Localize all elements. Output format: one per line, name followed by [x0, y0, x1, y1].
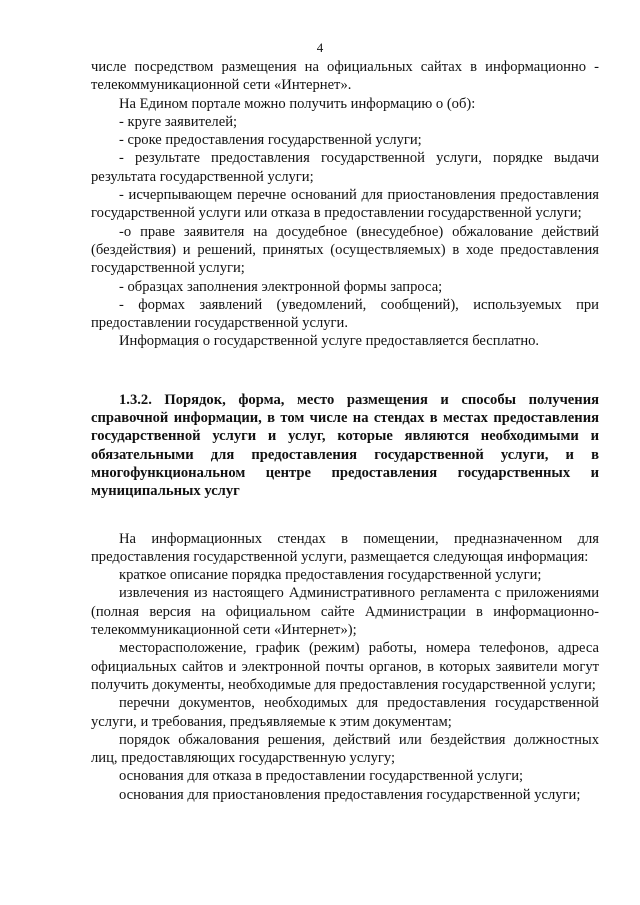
list-item: -о праве заявителя на досудебное (внесудебное) обжалование действий (бездействия) и решений, принятых (осуществляемых) в ходе предоставления государственной услуги;: [91, 223, 599, 277]
list-item: - результате предоставления государственной услуги, порядке выдачи результата государственной услуги;: [91, 150, 599, 185]
page-number: 4: [316, 40, 324, 55]
list-item: краткое описание порядка предоставления государственной услуги;: [119, 567, 542, 584]
page-content: [91, 58, 599, 804]
list-item: - исчерпывающем перечне оснований для приостановления предоставления государственной услуги или отказа в предоставлении государственной услуги;: [91, 187, 599, 222]
paragraph-continuation: числе посредством размещения на официальных сайтах в информационно - телекоммуникационной сети «Интернет».: [91, 59, 599, 94]
section-heading: 1.3.2. Порядок, форма, место размещения и способы получения справочной информации, в том числе на стендах в местах предоставления государственной услуги и услуг, которые являются необходимыми и обязательными для предоставления государственной услуги, и в многофункциональном центре предоставления государственных и муниципальных услуг: [91, 391, 599, 500]
list-item: основания для отказа в предоставлении государственной услуги;: [119, 768, 524, 785]
section-a: [91, 58, 599, 351]
list-item: - сроке предоставления государственной услуги;: [119, 132, 422, 149]
list-item: основания для приостановления предоставления государственной услуги;: [119, 786, 581, 803]
list-item: порядок обжалования решения, действий или бездействия должностных лиц, предоставляющих государственную услугу;: [91, 731, 599, 767]
list-item: извлечения из настоящего Административного регламента с приложениями (полная версия на официальном сайте Администрации в информационно-телекоммуникационной сети «Интернет»);: [91, 585, 599, 639]
list-item: месторасположение, график (режим) работы, номера телефонов, адреса официальных сайтов и электронной почты органов, в которых заявители могут получить документы, необходимые для предоставления государственной услуги;: [91, 640, 599, 693]
list-item: - формах заявлений (уведомлений, сообщений), используемых при предоставлении государственной услуги.: [91, 296, 599, 332]
paragraph-free-info: Информация о государственной услуге предоставляется бесплатно.: [119, 333, 540, 350]
list-item: - образцах заполнения электронной формы запроса;: [119, 278, 443, 295]
list-item: - круге заявителей;: [119, 113, 238, 130]
paragraph-intro: На информационных стендах в помещении, предназначенном для предоставления государственной услуги, размещается следующая информация:: [91, 530, 599, 565]
list-item: перечни документов, необходимых для предоставления государственной услуги, и требования, предъявляемые к этим документам;: [91, 695, 599, 730]
section-b: [91, 530, 599, 804]
paragraph-intro: На Едином портале можно получить информацию о (об):: [119, 95, 476, 112]
